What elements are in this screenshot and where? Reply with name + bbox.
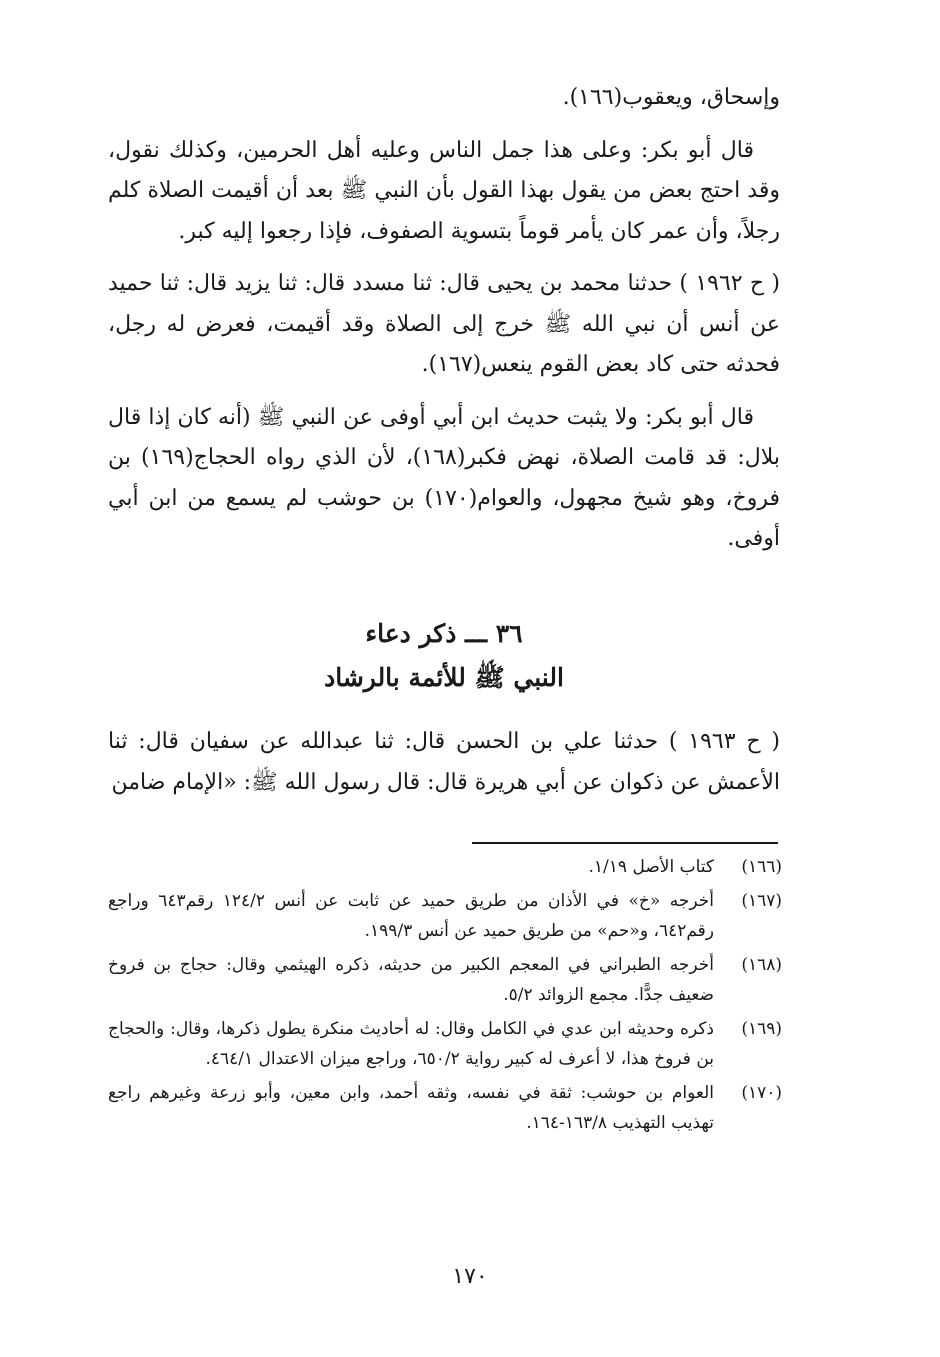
paragraph-2: قال أبو بكر: وعلى هذا جمل الناس وعليه أهل الحرمين، وكذلك نقول، وقد احتج بعض من يقول بهذا القول بأن النبي ﷺ بعد أن أقيمت الصلاة كلم رجلاً، وأن عمر كان يأمر قوماً بتسوية الصفوف، فإذا رجعوا إليه كبر. (108, 137, 780, 244)
footnote-separator (472, 842, 778, 844)
footnote-number: (١٦٨) (741, 954, 782, 975)
page-number: ١٧٠ (452, 1264, 488, 1289)
footnote-number: (١٦٦) (741, 857, 782, 877)
chapter-heading (108, 612, 780, 700)
footnote-text: العوام بن حوشب: ثقة في نفسه، وثقه أحمد، وابن معين، وأبو زرعة وغيرهم راجع تهذيب التهذيب ١٦٣/٨-١٦٤. (108, 1082, 714, 1133)
hadith-1963: ( ح ١٩٦٣ ) حدثنا علي بن الحسن قال: ثنا عبدالله عن سفيان قال: ثنا الأعمش عن ذكوان عن أبي هريرة قال: قال رسول الله ﷺ: «الإمام ضامن (108, 729, 780, 795)
footnote-number: (١٦٧) (741, 890, 782, 911)
hadith-1962: ( ح ١٩٦٢ ) حدثنا محمد بن يحيى قال: ثنا مسدد قال: ثنا يزيد قال: ثنا حميد عن أنس أن نبي الله ﷺ خرج إلى الصلاة وقد أقيمت، فعرض له رجل، فحدثه حتى كاد بعض القوم ينعس(١٦٧). (108, 271, 780, 377)
footnote (108, 950, 782, 1011)
footnote (108, 852, 782, 883)
chapter-heading-line-2: النبي ﷺ للأئمة بالرشاد (324, 663, 564, 692)
footnote (108, 1014, 782, 1075)
paragraph-4: قال أبو بكر: ولا يثبت حديث ابن أبي أوفى عن النبي ﷺ (أنه كان إذا قال بلال: قد قامت الصلاة، نهض فكبر(١٦٨)، لأن الذي رواه الحجاج(١٦٩) بن فروخ، وهو شيخ مجهول، والعوام(١٧٠) بن حوشب لم يسمع من ابن أبي أوفى. (108, 404, 780, 551)
chapter-heading-line-1: ٣٦ ـــ ذكر دعاء (365, 619, 523, 648)
main-text (108, 78, 780, 572)
footnote (108, 886, 782, 947)
footnote-number: (١٦٩) (741, 1018, 782, 1039)
footnote-text: أخرجه «خ» في الأذان من طريق حميد عن ثابت عن أنس ١٢٤/٢ رقم٦٤٣ وراجع رقم٦٤٢، و«حم» من طريق حميد عن أنس ١٩٩/٣. (108, 890, 714, 941)
footnote-text: كتاب الأصل ١/١٩. (588, 857, 714, 877)
footnote-text: ذكره وحديثه ابن عدي في الكامل وقال: له أحاديث منكرة يطول ذكرها، وقال: والحجاج بن فروخ هذا، لا أعرف له كبير رواية ٦٥٠/٢، وراجع ميزان الاعتدال ٤٦٤/١. (108, 1018, 714, 1069)
footnotes (108, 852, 782, 1142)
footnote-number: (١٧٠) (741, 1082, 782, 1103)
footnote-text: أخرجه الطبراني في المعجم الكبير من حديثه، ذكره الهيثمي وقال: حجاج بن فروخ ضعيف جدًّا. مجمع الزوائد ٥/٢. (108, 954, 714, 1005)
footnote (108, 1078, 782, 1139)
main-text-continued (108, 722, 780, 803)
paragraph-1: وإسحاق، ويعقوب(١٦٦). (562, 85, 780, 110)
